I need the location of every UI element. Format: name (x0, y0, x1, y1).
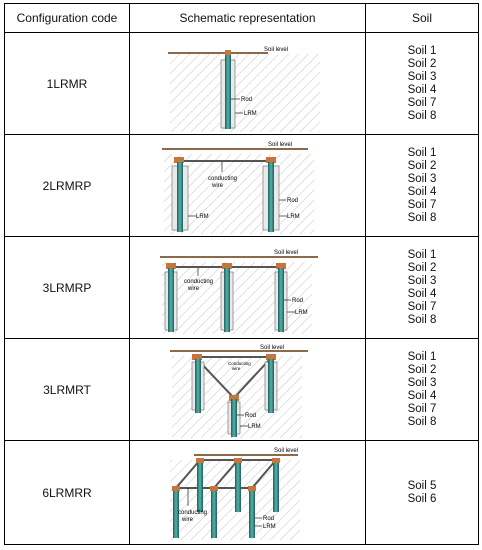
header-configuration-code: Configuration code (5, 4, 130, 33)
rod (235, 462, 241, 512)
rod (224, 268, 230, 332)
soil-hatch (162, 262, 312, 334)
configuration-table (4, 3, 479, 545)
soil-hatch (170, 54, 320, 132)
soil-item: Soil 3 (407, 376, 437, 389)
schematic-cell (130, 441, 366, 545)
rod-label: Rod (262, 515, 274, 522)
soil-item: Soil 8 (407, 109, 437, 122)
wire-label: conducting (207, 175, 237, 182)
table-row (5, 135, 479, 237)
lrm-label-right: LRM (286, 213, 300, 220)
table-row (5, 441, 479, 545)
soil-item: Soil 1 (407, 44, 437, 57)
schematic-cell (130, 33, 366, 135)
config-code: 6LRMRR (5, 441, 130, 545)
lrm-label: LRM (294, 309, 308, 316)
config-code: 3LRMRT (5, 339, 130, 441)
soil-item: Soil 3 (407, 172, 437, 185)
rod (268, 162, 274, 232)
rod (268, 359, 274, 413)
soil-item: Soil 5 (407, 479, 437, 492)
table-row (5, 237, 479, 339)
soil-item: Soil 4 (407, 287, 437, 300)
wire-label: conducting (183, 278, 213, 285)
soil-item: Soil 7 (407, 198, 437, 211)
soil-item: Soil 7 (407, 96, 437, 109)
soil-item: Soil 1 (407, 146, 437, 159)
soil-item: Soil 2 (407, 159, 437, 172)
lrm-label: LRM (243, 110, 257, 117)
soil-item: Soil 3 (407, 274, 437, 287)
soil-item: Soil 8 (407, 211, 437, 224)
soil-item: Soil 2 (407, 363, 437, 376)
table-row (5, 33, 479, 135)
header-schematic: Schematic representation (130, 4, 366, 33)
table-row (5, 339, 479, 441)
rod (249, 490, 255, 538)
config-code: 1LRMR (5, 33, 130, 135)
soil-item: Soil 4 (407, 389, 437, 402)
config-code: 2LRMRP (5, 135, 130, 237)
rod-label: Rod (244, 412, 256, 419)
soil-item: Soil 4 (407, 185, 437, 198)
soil-level-label: Soil level (263, 46, 288, 53)
soil-level-label: Soil level (267, 141, 292, 148)
wire-label: conducting (177, 509, 207, 516)
rod-label: Rod (240, 96, 252, 103)
svg-text:wire: wire (187, 285, 199, 292)
rod (195, 359, 201, 413)
soil-item: Soil 3 (407, 70, 437, 83)
soil-level-label: Soil level (273, 447, 298, 454)
rod (278, 268, 284, 332)
schematic-cell (130, 135, 366, 237)
rod (231, 399, 237, 437)
schematic-cell (130, 339, 366, 441)
lrm-label-left: LRM (195, 213, 209, 220)
soil-item: Soil 2 (407, 261, 437, 274)
schematic-6lrmrr (148, 444, 348, 542)
soil-item: Soil 7 (407, 402, 437, 415)
svg-text:wire: wire (231, 365, 240, 371)
rod (168, 268, 174, 332)
soil-list (366, 135, 479, 237)
soil-list (366, 339, 479, 441)
soil-list (366, 33, 479, 135)
rod-cap (225, 50, 231, 55)
rod (273, 462, 279, 512)
soil-item: Soil 6 (407, 492, 437, 505)
soil-list (366, 237, 479, 339)
rod-label: Rod (291, 297, 303, 304)
rod (197, 462, 203, 512)
rod (211, 490, 217, 538)
rod (177, 162, 183, 232)
soil-level-label: Soil level (259, 344, 284, 351)
soil-item: Soil 1 (407, 248, 437, 261)
soil-item: Soil 7 (407, 300, 437, 313)
svg-text:wire: wire (211, 182, 223, 189)
lrm-label: LRM (262, 523, 276, 530)
header-soil: Soil (366, 4, 479, 33)
schematic-3lrmrt (148, 342, 348, 438)
lrm-label: LRM (247, 423, 261, 430)
soil-item: Soil 1 (407, 350, 437, 363)
config-code: 3LRMRP (5, 237, 130, 339)
soil-level-label: Soil level (273, 249, 298, 256)
soil-list (366, 441, 479, 545)
soil-item: Soil 2 (407, 57, 437, 70)
soil-item: Soil 4 (407, 83, 437, 96)
rod (225, 55, 231, 129)
schematic-3lrmrp (148, 240, 348, 336)
soil-item: Soil 8 (407, 313, 437, 326)
schematic-1lrmr (148, 36, 348, 132)
svg-text:wire: wire (181, 516, 193, 523)
schematic-cell (130, 237, 366, 339)
rod-label: Rod (286, 197, 298, 204)
schematic-2lrmrp (148, 138, 348, 234)
soil-item: Soil 8 (407, 415, 437, 428)
wire-label: Conducting (227, 360, 251, 366)
